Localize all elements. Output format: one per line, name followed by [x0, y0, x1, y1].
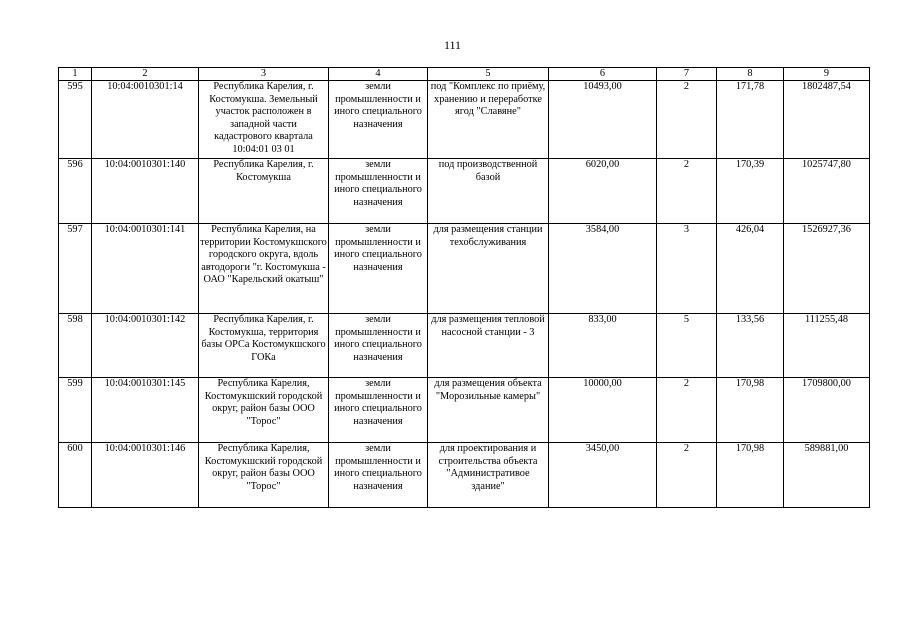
land-registry-table: [58, 67, 870, 508]
table-row: [59, 314, 870, 378]
row-number-cell: 596: [59, 159, 92, 224]
value-cell: 1802487,54: [784, 81, 870, 159]
row-number-cell: 597: [59, 224, 92, 314]
cadastral-number-cell: 10:04:0010301:142: [92, 314, 199, 378]
permitted-use-cell: под "Комплекс по приёму, хранению и переработке ягод "Славяне": [428, 81, 549, 159]
row-number-cell: 598: [59, 314, 92, 378]
value-cell: 589881,00: [784, 443, 870, 508]
table-row: [59, 378, 870, 443]
rate-cell: 170,98: [717, 443, 784, 508]
column-number: 6: [549, 68, 657, 81]
land-category-cell: земли промышленности и иного специального назначения: [329, 443, 428, 508]
location-cell: Республика Карелия, на территории Костомукшского городского округа, вдоль автодороги "г. Костомукша - ОАО "Карельский окатыш": [199, 224, 329, 314]
permitted-use-cell: для размещения тепловой насосной станции - 3: [428, 314, 549, 378]
group-cell: 2: [657, 81, 717, 159]
rate-cell: 426,04: [717, 224, 784, 314]
location-cell: Республика Карелия, г. Костомукша. Земельный участок расположен в западной части кадастрового квартала 10:04:01 03 01: [199, 81, 329, 159]
group-cell: 5: [657, 314, 717, 378]
rate-cell: 170,39: [717, 159, 784, 224]
area-cell: 10493,00: [549, 81, 657, 159]
row-number-cell: 600: [59, 443, 92, 508]
value-cell: 1526927,36: [784, 224, 870, 314]
row-number-cell: 595: [59, 81, 92, 159]
cadastral-number-cell: 10:04:0010301:141: [92, 224, 199, 314]
location-cell: Республика Карелия, Костомукшский городской округ, район базы ООО "Торос": [199, 378, 329, 443]
group-cell: 2: [657, 159, 717, 224]
location-cell: Республика Карелия, г. Костомукша: [199, 159, 329, 224]
value-cell: 1709800,00: [784, 378, 870, 443]
location-cell: Республика Карелия, Костомукшский городской округ, район базы ООО "Торос": [199, 443, 329, 508]
column-number: 7: [657, 68, 717, 81]
rate-cell: 133,56: [717, 314, 784, 378]
column-number: 4: [329, 68, 428, 81]
value-cell: 111255,48: [784, 314, 870, 378]
table-row: [59, 443, 870, 508]
land-category-cell: земли промышленности и иного специального назначения: [329, 314, 428, 378]
area-cell: 3584,00: [549, 224, 657, 314]
table-row: [59, 81, 870, 159]
permitted-use-cell: под производственной базой: [428, 159, 549, 224]
group-cell: 3: [657, 224, 717, 314]
cadastral-number-cell: 10:04:0010301:140: [92, 159, 199, 224]
column-number: 1: [59, 68, 92, 81]
column-number: 3: [199, 68, 329, 81]
cadastral-number-cell: 10:04:0010301:146: [92, 443, 199, 508]
permitted-use-cell: для размещения объекта "Морозильные камеры": [428, 378, 549, 443]
permitted-use-cell: для проектирования и строительства объекта "Административое здание": [428, 443, 549, 508]
column-number: 5: [428, 68, 549, 81]
row-number-cell: 599: [59, 378, 92, 443]
permitted-use-cell: для размещения станции техобслуживания: [428, 224, 549, 314]
area-cell: 6020,00: [549, 159, 657, 224]
area-cell: 3450,00: [549, 443, 657, 508]
land-category-cell: земли промышленности и иного специального назначения: [329, 224, 428, 314]
table-row: [59, 159, 870, 224]
cadastral-number-cell: 10:04:0010301:145: [92, 378, 199, 443]
cadastral-number-cell: 10:04:0010301:14: [92, 81, 199, 159]
location-cell: Республика Карелия, г. Костомукша, территория базы ОРСа Костомукшского ГОКа: [199, 314, 329, 378]
rate-cell: 170,98: [717, 378, 784, 443]
column-number-row: [59, 68, 870, 81]
table-row: [59, 224, 870, 314]
area-cell: 10000,00: [549, 378, 657, 443]
land-category-cell: земли промышленности и иного специального назначения: [329, 159, 428, 224]
land-category-cell: земли промышленности и иного специального назначения: [329, 81, 428, 159]
page-number: 111: [443, 38, 462, 52]
column-number: 9: [784, 68, 870, 81]
value-cell: 1025747,80: [784, 159, 870, 224]
land-category-cell: земли промышленности и иного специального назначения: [329, 378, 428, 443]
column-number: 2: [92, 68, 199, 81]
rate-cell: 171,78: [717, 81, 784, 159]
group-cell: 2: [657, 378, 717, 443]
column-number: 8: [717, 68, 784, 81]
group-cell: 2: [657, 443, 717, 508]
area-cell: 833,00: [549, 314, 657, 378]
